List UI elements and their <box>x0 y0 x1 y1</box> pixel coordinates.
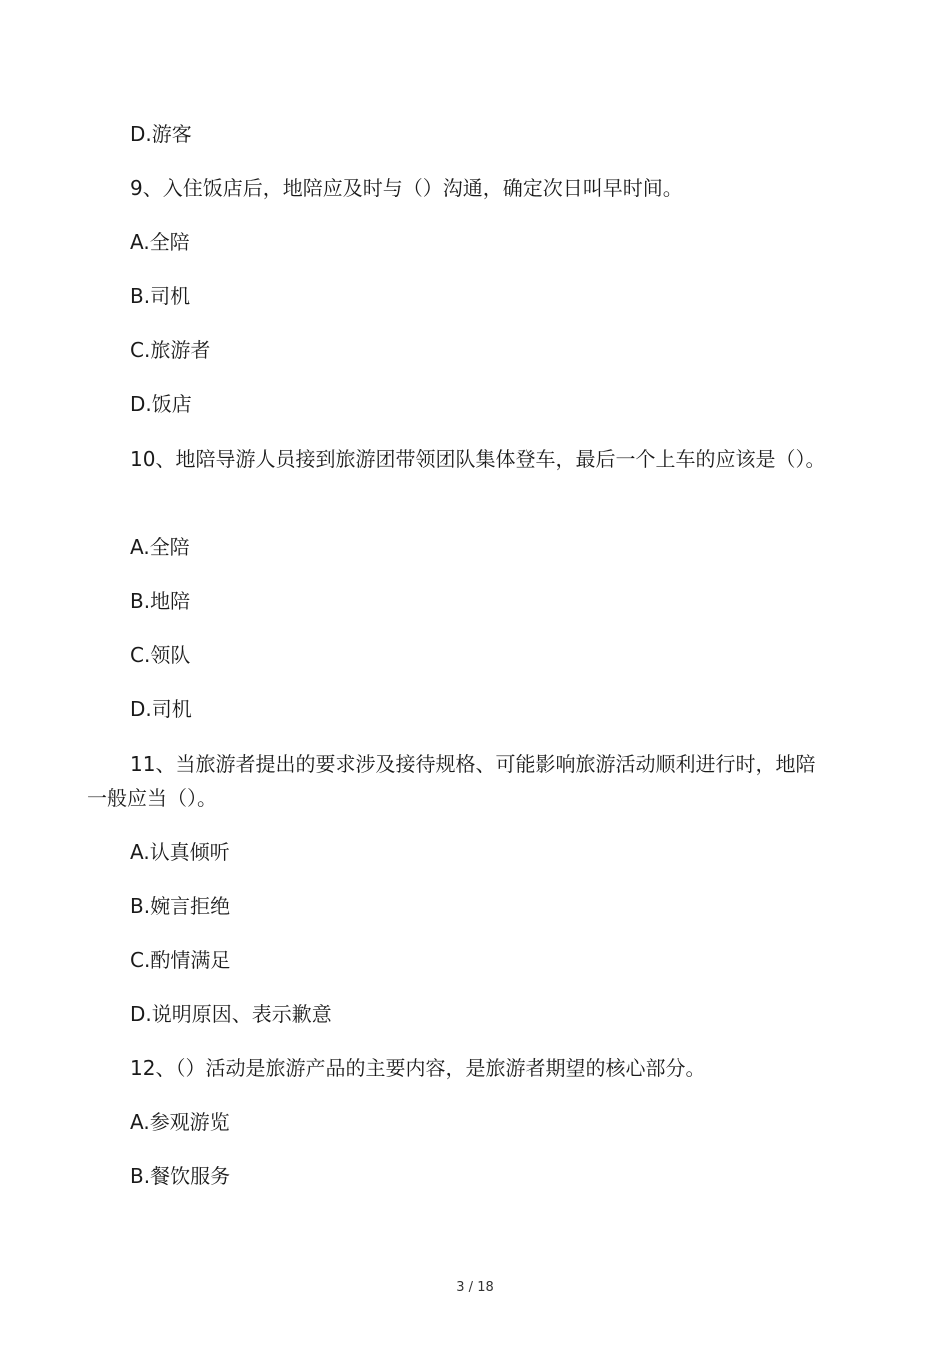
current-page: 3 <box>456 1280 465 1295</box>
question-12: 12、（）活动是旅游产品的主要内容，是旅游者期望的核心部分。 <box>130 1056 706 1080</box>
option-9-d: D.饭店 <box>130 392 192 416</box>
option-11-c: C.酌情满足 <box>130 948 231 972</box>
option-11-b: B.婉言拒绝 <box>130 894 231 918</box>
option-10-b: B.地陪 <box>130 589 191 613</box>
question-11: 11、当旅游者提出的要求涉及接待规格、可能影响旅游活动顺利进行时，地陪一般应当（）。 <box>87 752 816 810</box>
page-number <box>0 1280 950 1295</box>
option-10-c: C.领队 <box>130 643 191 667</box>
question-10: 10、地陪导游人员接到旅游团带领团队集体登车，最后一个上车的应该是（）。 <box>130 447 826 471</box>
option-9-a: A.全陪 <box>130 230 190 254</box>
question-9: 9、入住饭店后，地陪应及时与（）沟通，确定次日叫早时间。 <box>130 176 683 200</box>
page-separator: / <box>468 1280 474 1295</box>
option-11-a: A.认真倾听 <box>130 840 230 864</box>
option-10-d: D.司机 <box>130 697 192 721</box>
option-12-a: A.参观游览 <box>130 1110 230 1134</box>
total-pages: 18 <box>477 1280 494 1295</box>
option-11-d: D.说明原因、表示歉意 <box>130 1002 332 1026</box>
option-9-b: B.司机 <box>130 284 191 308</box>
option-12-b: B.餐饮服务 <box>130 1164 231 1188</box>
option-10-a: A.全陪 <box>130 535 190 559</box>
option-8-d: D.游客 <box>130 122 192 146</box>
option-9-c: C.旅游者 <box>130 338 211 362</box>
